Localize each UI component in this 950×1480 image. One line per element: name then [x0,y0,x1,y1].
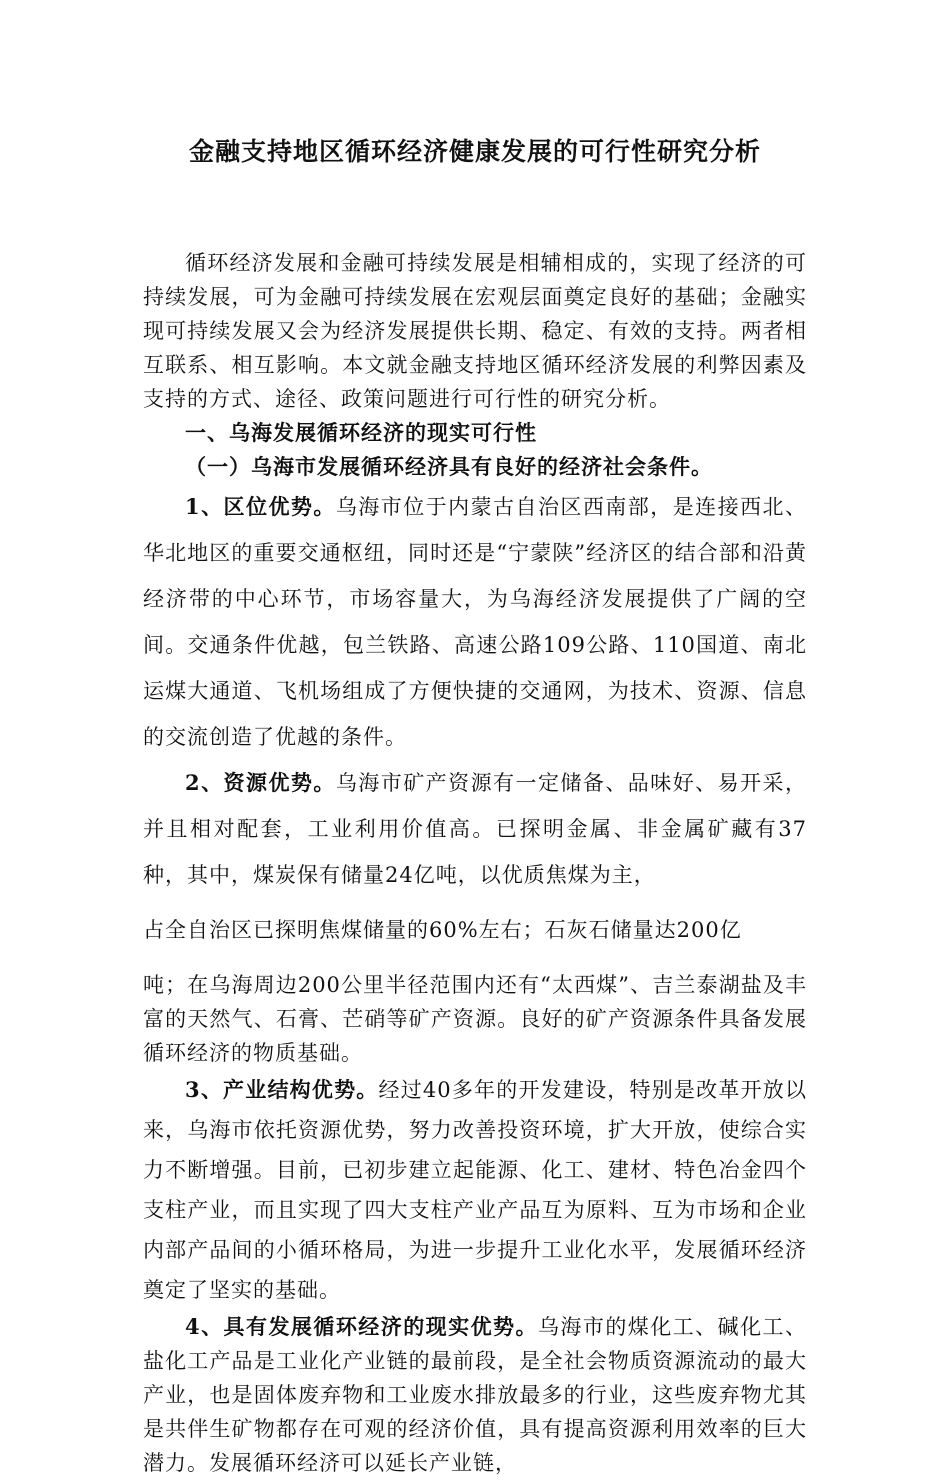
item-paragraph-1 [143,484,807,760]
section-heading: 一、乌海发展循环经济的现实可行性 [185,420,537,445]
item-label: 3、产业结构优势。 [185,1077,379,1102]
item-text: 乌海市的煤化工、碱化工、盐化工产品是工业化产业链的最前段，是全社会物质资源流动的最大产业，也是固体废弃物和工业废水排放最多的行业，这些废弃物尤其是共伴生矿物都存在可观的经济价值，具有提高资源利用效率的巨大潜力。发展循环经济可以延长产业链， [143,1315,807,1475]
item-text: 乌海市位于内蒙古自治区西南部，是连接西北、华北地区的重要交通枢纽，同时还是“宁蒙陕”经济区的结合部和沿黄经济带的中心环节，市场容量大，为乌海经济发展提供了广阔的空间。交通条件优越，包兰铁路、高速公路109公路、110国道、南北运煤大通道、飞机场组成了方便快捷的交通网，为技术、资源、信息的交流创造了优越的条件。 [143,495,807,749]
document-body [143,246,807,1480]
item-text: 占全自治区已探明焦煤储量的60%左右；石灰石储量达200亿 [143,918,742,942]
item-paragraph-4 [143,1310,807,1480]
item-label: 2、资源优势。 [185,770,336,795]
item-paragraph-2-cont2 [143,968,807,1070]
item-label: 4、具有发展循环经济的现实优势。 [185,1314,538,1339]
item-text: 吨；在乌海周边200公里半径范围内还有“太西煤”、吉兰泰湖盐及丰富的天然气、石膏、芒硝等矿产资源。良好的矿产资源条件具备发展循环经济的物质基础。 [143,973,807,1065]
intro-paragraph: 循环经济发展和金融可持续发展是相辅相成的，实现了经济的可持续发展，可为金融可持续发展在宏观层面奠定良好的基础；金融实现可持续发展又会为经济发展提供长期、稳定、有效的支持。两者相互联系、相互影响。本文就金融支持地区循环经济发展的利弊因素及支持的方式、途径、政策问题进行可行性的研究分析。 [143,251,807,411]
item-label: 1、区位优势。 [185,494,336,519]
item-paragraph-3 [143,1070,807,1310]
item-text: 经过40多年的开发建设，特别是改革开放以来，乌海市依托资源优势，努力改善投资环境，扩大开放，使综合实力不断增强。目前，已初步建立起能源、化工、建材、特色冶金四个支柱产业，而且实现了四大支柱产业产品互为原料、互为市场和企业内部产品间的小循环格局，为进一步提升工业化水平，发展循环经济奠定了坚实的基础。 [143,1078,807,1302]
item-paragraph-2-cont [143,898,807,962]
item-paragraph-2 [143,760,807,898]
document-title: 金融支持地区循环经济健康发展的可行性研究分析 [188,137,761,166]
subsection-heading: （一）乌海市发展循环经济具有良好的经济社会条件。 [185,454,713,479]
item-text: 乌海市矿产资源有一定储备、品味好、易开采，并且相对配套，工业利用价值高。已探明金属、非金属矿藏有37种，其中，煤炭保有储量24亿吨，以优质焦煤为主， [143,771,807,887]
